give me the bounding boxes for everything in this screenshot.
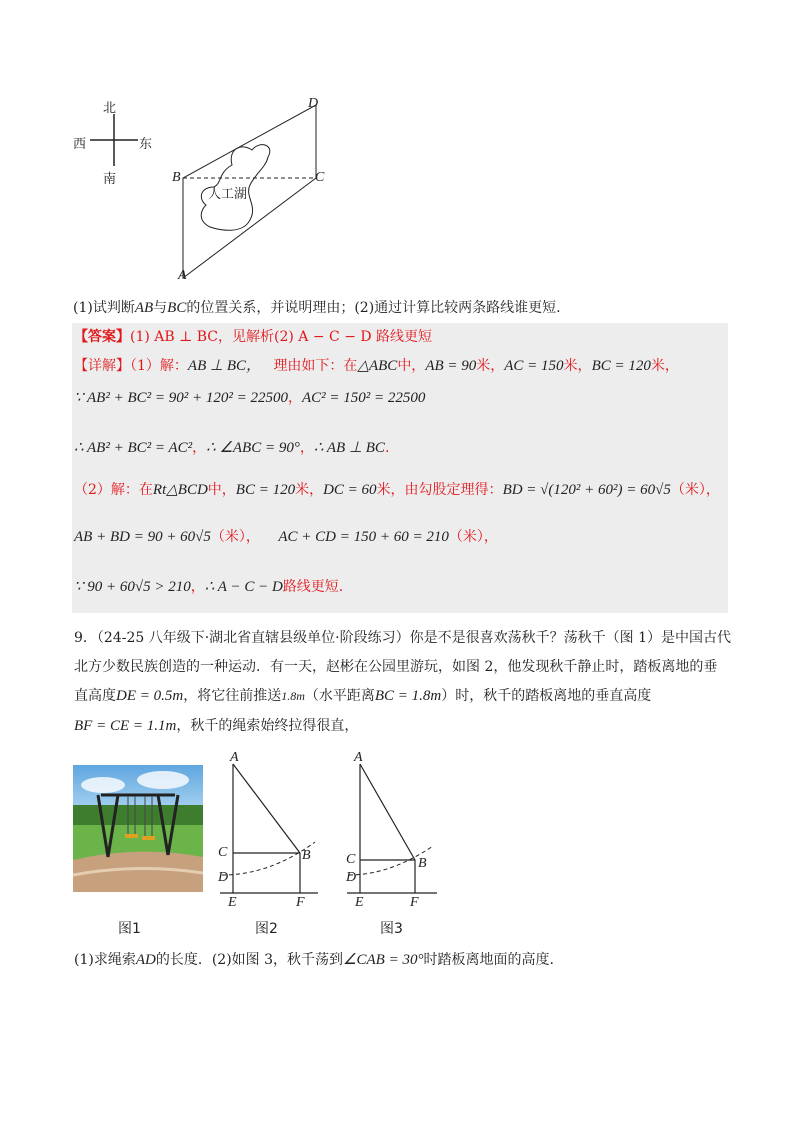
compass-east: 东 (139, 137, 153, 152)
detail-line-6: ∵ 90 + 60√5 > 210，∴ A − C − D路线更短. (74, 579, 344, 595)
fig3-point-D: D (346, 870, 357, 885)
fig2-point-B: B (302, 848, 311, 863)
fig2-point-C: C (218, 845, 228, 860)
fig1-caption: 图1 (118, 921, 141, 937)
compass-cross (90, 112, 140, 168)
fig3-point-E: E (355, 895, 364, 910)
q9-parts: (1)求绳索AD的长度．(2)如图 3，秋千荡到∠CAB = 30°时踏板离地面的高度. (74, 952, 554, 968)
lake-label-text: 人工湖 (208, 187, 248, 202)
detail-line-3: ∴ AB² + BC² = AC²，∴ ∠ABC = 90°，∴ AB ⊥ BC. (74, 440, 390, 456)
detail-line-2: ∵ AB² + BC² = 90² + 120² = 22500，AC² = 150² = 22500 (74, 390, 426, 406)
fig2-caption: 图2 (255, 921, 278, 937)
q8-parts: (1)试判断AB与BC的位置关系，并说明理由；(2)通过计算比较两条路线谁更短. (73, 300, 561, 316)
q9-line-1: 9．（24-25 八年级下·湖北省直辖县级单位·阶段练习）你是不是很喜欢荡秋千？荡秋千（图 1）是中国古代 (74, 630, 731, 646)
detail-line-4: （2）解：在Rt△BCD中，BC = 120米，DC = 60米，由勾股定理得：BD = √(120² + 60²) = 60√5（米）， (74, 482, 720, 498)
fig3-caption: 图3 (380, 921, 403, 937)
point-D: D (308, 96, 319, 111)
fig2-point-A: A (230, 750, 239, 765)
fig3-point-F: F (410, 895, 419, 910)
compass-west: 西 (73, 137, 87, 152)
compass-south: 南 (103, 172, 117, 187)
fig3-point-B: B (418, 856, 427, 871)
answer-line: 【答案】(1) AB ⊥ BC，见解析(2) A − C − D 路线更短 (74, 329, 433, 345)
q9-line-3: 直高度DE = 0.5m，将它往前推送1.8m（水平距离BC = 1.8m）时，秋千的踏板离地的垂直高度 (74, 688, 652, 704)
fig2-point-E: E (228, 895, 237, 910)
fig2-point-F: F (296, 895, 305, 910)
point-A: A (178, 268, 187, 283)
compass-north: 北 (103, 101, 117, 116)
detail-line-1: 【详解】（1）解：AB ⊥ BC， 理由如下：在△ABC中，AB = 90米，AC = 150米，BC = 120米， (74, 358, 679, 374)
fig2-point-D: D (218, 870, 229, 885)
fig3-point-C: C (346, 852, 356, 867)
detail-line-5: AB + BD = 90 + 60√5（米）， AC + CD = 150 + 60 = 210（米）， (74, 529, 498, 545)
figure-lake-route (170, 95, 330, 285)
q9-line-4: BF = CE = 1.1m，秋千的绳索始终拉得很直， (74, 718, 359, 734)
point-C: C (315, 170, 325, 185)
fig3-point-A: A (354, 750, 363, 765)
q9-line-2: 北方少数民族创造的一种运动．有一天，赵彬在公园里游玩，如图 2，他发现秋千静止时，踏板离地的垂 (74, 659, 718, 675)
point-B: B (172, 170, 181, 185)
swing-photo (73, 765, 203, 892)
